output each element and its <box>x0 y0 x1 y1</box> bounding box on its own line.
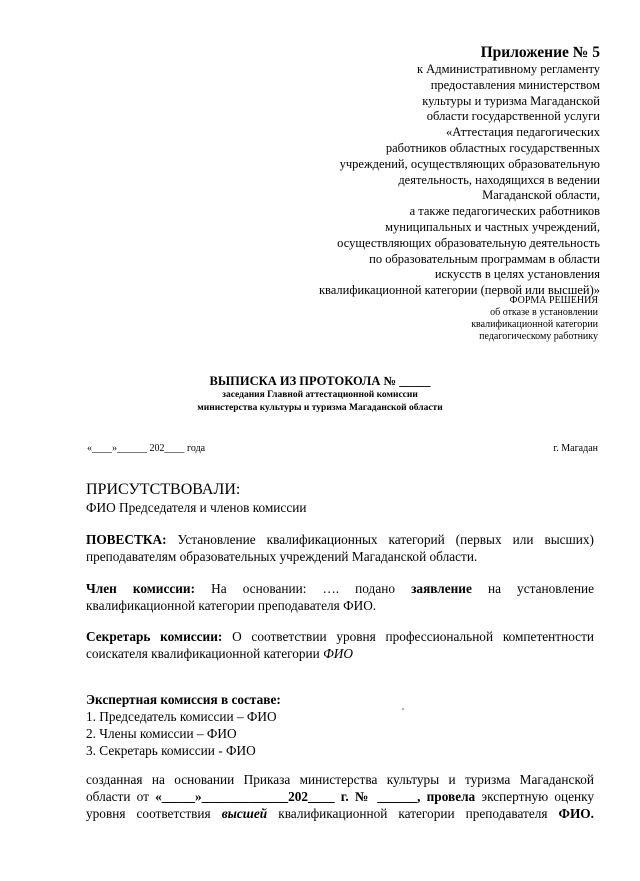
appendix-line: квалификационной категории (первой или высшей)» <box>318 283 600 298</box>
expert-item: 2. Члены комиссии – ФИО <box>86 726 237 741</box>
appendix-line: «Аттестация педагогических <box>446 125 600 140</box>
appendix-line: предоставления министерством <box>430 77 600 92</box>
present-section <box>86 480 594 516</box>
form-caption-line: квалификационной категории <box>471 319 598 330</box>
appendix-header <box>319 44 600 299</box>
member-label: Член комиссии: <box>86 581 196 596</box>
extract-subtitle: министерства культуры и туризма Магаданской области <box>197 403 443 413</box>
appendix-line: искусств в целях установления <box>434 267 600 282</box>
appendix-line: области государственной услуги <box>426 109 600 124</box>
member-text: На основании: …. подано <box>211 581 395 596</box>
category-highest: высшей <box>221 806 268 821</box>
agenda-text: Установление квалификационных категорий (первых или высших) <box>177 532 594 547</box>
present-text: ФИО Председателя и членов комиссии <box>86 500 307 515</box>
agenda-label: ПОВЕСТКА: <box>86 532 167 547</box>
final-text: экспертную оценку <box>481 789 595 804</box>
expert-item: 1. Председатель комиссии – ФИО <box>86 709 277 724</box>
expert-section <box>86 691 594 759</box>
extract-heading <box>0 374 640 415</box>
member-bold-word: заявление <box>411 581 472 596</box>
agenda-section <box>86 531 594 565</box>
appendix-line: а также педагогических работников <box>409 204 600 219</box>
city-name: г. Магадан <box>553 443 598 454</box>
final-text: области от <box>86 789 149 804</box>
secretary-text: О соответствии уровня профессиональной компетентности <box>232 629 595 644</box>
final-fio: ФИО. <box>558 806 594 821</box>
secretary-fio: ФИО <box>323 646 354 661</box>
form-caption-line: педагогическому работнику <box>479 331 598 342</box>
secretary-text: соискателя квалификационной категории <box>86 646 320 661</box>
appendix-line: работников областных государственных <box>385 140 600 155</box>
appendix-line: деятельность, находящихся в ведении <box>398 172 600 187</box>
order-date-number: «_____»_____________202____ г. № ______, <box>155 789 421 804</box>
extract-subtitle: заседания Главной аттестационной комиссии <box>222 390 418 400</box>
appendix-line: по образовательным программам в области <box>369 251 600 266</box>
form-caption-line: об отказе в установлении <box>490 307 598 318</box>
secretary-label: Секретарь комиссии: <box>86 629 223 644</box>
appendix-line: муниципальных и частных учреждений, <box>385 219 600 234</box>
date-line: «____»______ 202____ года <box>87 443 206 454</box>
present-title: ПРИСУТСТВОВАЛИ: <box>86 481 241 498</box>
expert-item: 3. Секретарь комиссии - ФИО <box>86 743 256 758</box>
appendix-line: учреждений, осуществляющих образовательную <box>339 156 600 171</box>
appendix-line: к Административному регламенту <box>416 62 600 76</box>
final-section <box>86 771 594 822</box>
final-bold: провела <box>426 789 476 804</box>
form-caption <box>471 295 598 343</box>
member-section <box>86 580 594 614</box>
member-text: на установление <box>487 581 595 596</box>
agenda-text: преподавателям образовательных учреждений Магаданской области. <box>86 549 478 564</box>
scan-speck <box>402 708 404 710</box>
form-caption-line: ФОРМА РЕШЕНИЯ <box>509 295 598 306</box>
final-text: созданная на основании Приказа министерства культуры и туризма Магаданской <box>86 772 594 787</box>
member-text: квалификационной категории преподавателя ФИО. <box>86 598 377 613</box>
appendix-line: осуществляющих образовательную деятельность <box>337 235 600 250</box>
final-text: уровня соответствия <box>86 806 211 821</box>
appendix-line: культуры и туризма Магаданской <box>422 93 600 108</box>
secretary-section <box>86 628 594 662</box>
extract-title: ВЫПИСКА ИЗ ПРОТОКОЛА № _____ <box>209 374 431 388</box>
final-text: квалификационной категории преподавателя <box>278 806 548 821</box>
appendix-line: Магаданской области, <box>482 188 600 203</box>
appendix-title: Приложение № 5 <box>480 44 600 61</box>
expert-title: Экспертная комиссия в составе: <box>86 692 281 707</box>
